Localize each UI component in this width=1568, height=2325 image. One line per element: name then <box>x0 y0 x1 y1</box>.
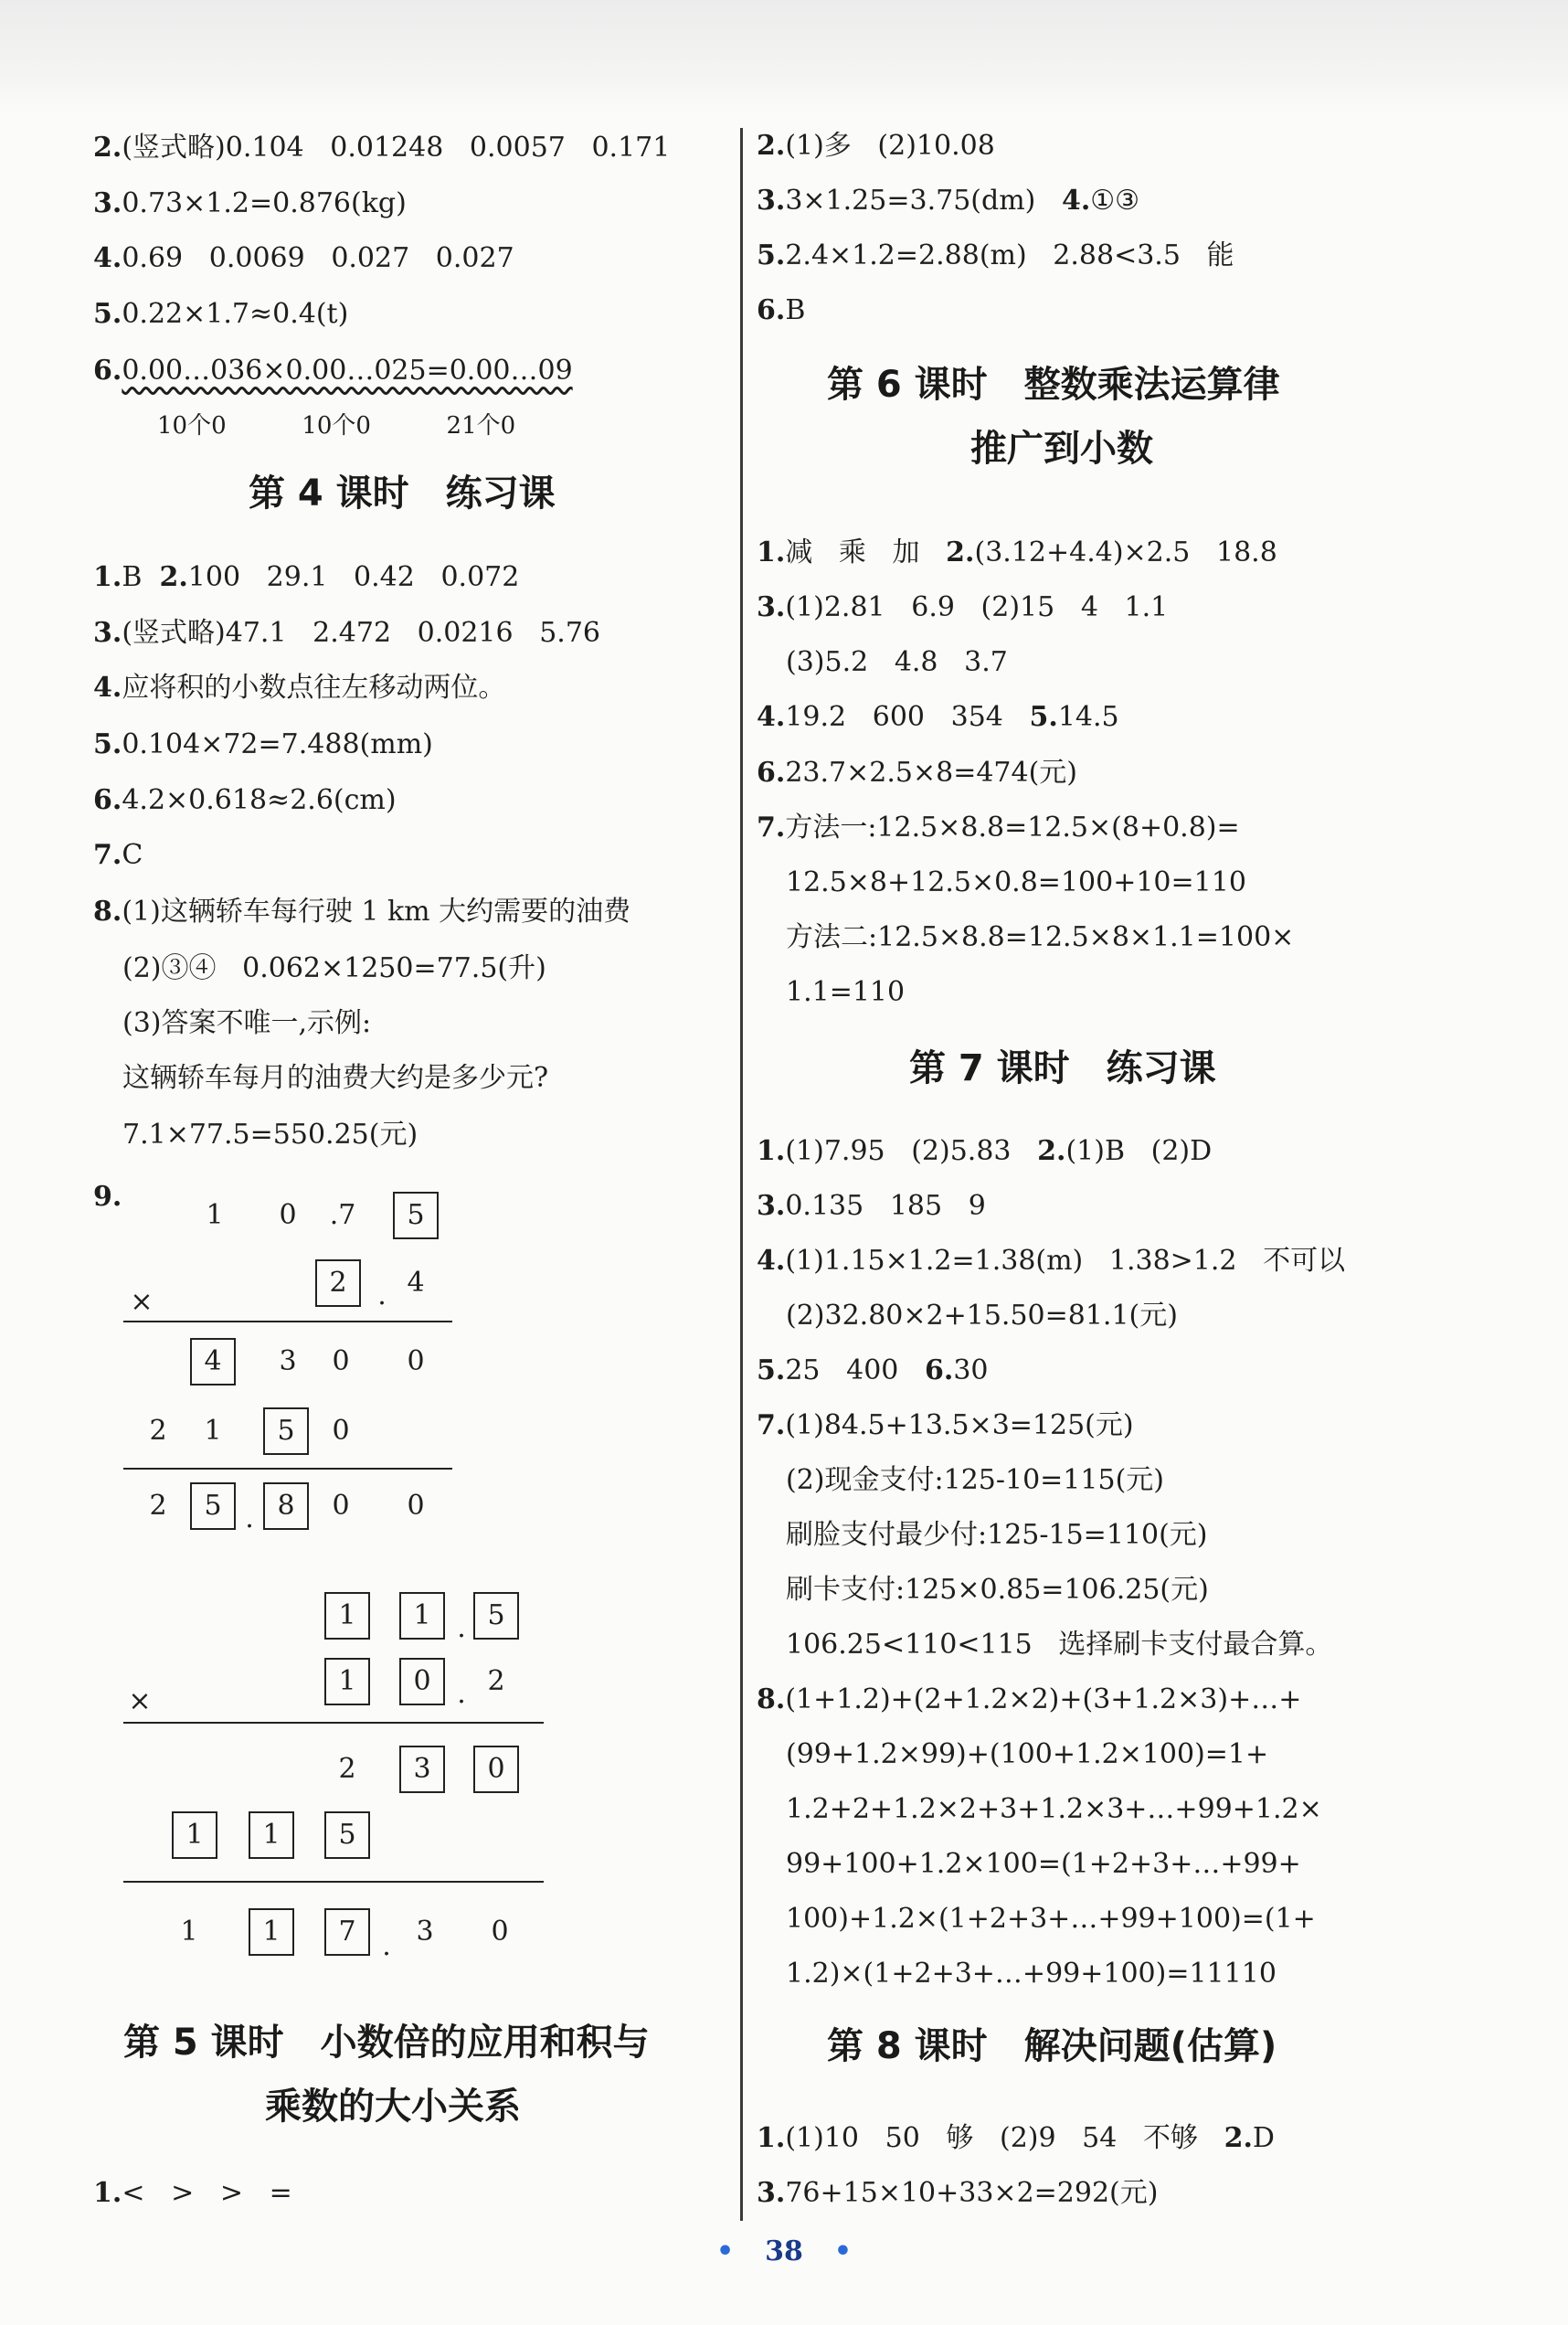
question-number: 2. <box>1037 1135 1066 1167</box>
calc2-digit: 1 <box>262 1916 281 1948</box>
answer-text: D <box>1252 2122 1275 2154</box>
calc1-digit: 5 <box>407 1199 425 1231</box>
answer-line <box>757 1243 1345 1279</box>
answer-line <box>757 1133 1212 1170</box>
calc1-digit: . <box>245 1502 254 1534</box>
answer-text: B <box>785 294 806 326</box>
heading-lesson-6-line1: 第 6 课时 整数乘法运算律 <box>827 364 1280 406</box>
answer-line <box>757 183 1139 219</box>
question-number: 2. <box>159 561 188 593</box>
calc2-digit: 2 <box>338 1753 356 1785</box>
calc2-digit: 5 <box>487 1599 505 1631</box>
question-number: 2. <box>1224 2122 1253 2154</box>
question-number: 1. <box>757 2122 786 2154</box>
answer-text: 1.2+2+1.2×2+3+1.2×3+…+99+1.2× <box>786 1793 1322 1825</box>
calc1-digit: 1 <box>204 1415 222 1447</box>
answer-text: (2)③④ 0.062×1250=77.5(升) <box>122 952 546 984</box>
answer-line <box>786 865 1246 901</box>
answer-text: 0.69 0.0069 0.027 0.027 <box>122 242 514 274</box>
answer-line <box>93 186 407 222</box>
answer-line <box>93 727 433 763</box>
calc1-digit: 2 <box>149 1415 167 1447</box>
answer-line <box>757 292 805 329</box>
calc2-digit: 1 <box>338 1665 356 1697</box>
calc1-digit: 0 <box>407 1490 425 1522</box>
calc-line <box>123 1881 544 1883</box>
answer-text: 19.2 600 354 <box>785 701 1030 733</box>
answer-line <box>93 670 505 706</box>
answer-text: < > > = <box>122 2177 292 2209</box>
answer-text: 1.1=110 <box>786 976 906 1008</box>
calc1-digit: 1 <box>206 1199 224 1231</box>
answer-line <box>757 699 1119 736</box>
answer-line <box>93 2175 292 2212</box>
answer-text: 10个0 10个0 21个0 <box>157 412 516 440</box>
answer-line <box>786 1298 1178 1334</box>
question-number: 3. <box>757 2177 786 2209</box>
answer-text: 3×1.25=3.75(dm) <box>785 185 1062 217</box>
answer-line <box>93 837 143 874</box>
answer-text: (2)32.80×2+15.50=81.1(元) <box>786 1300 1178 1332</box>
heading-lesson-7: 第 7 课时 练习课 <box>909 1047 1216 1089</box>
calc2-digit: 5 <box>338 1819 356 1851</box>
answer-line <box>122 950 546 987</box>
answer-text: 0.00…036×0.00…025=0.00…09 <box>122 355 573 387</box>
answer-line <box>757 1407 1134 1444</box>
answer-text: 23.7×2.5×8=474(元) <box>785 757 1078 789</box>
answer-text: 0.22×1.7≈0.4(t) <box>122 298 349 330</box>
answer-text: 14.5 <box>1057 701 1119 733</box>
answer-line <box>786 1462 1164 1499</box>
calc1-digit: 0 <box>279 1199 297 1231</box>
answer-line <box>93 296 348 333</box>
column-divider <box>740 128 743 2221</box>
question-number: 5. <box>1029 701 1058 733</box>
answer-text: 刷卡支付:125×0.85=106.25(元) <box>786 1574 1209 1606</box>
question-number: 3. <box>93 187 122 219</box>
bullet-icon: • <box>715 2235 735 2267</box>
calc2-digit: 1 <box>413 1599 431 1631</box>
question-number: 6. <box>924 1354 954 1386</box>
question-number: 3. <box>757 591 786 623</box>
calc1-digit: 2 <box>329 1267 347 1299</box>
answer-text: 30 <box>953 1354 989 1386</box>
calc2-digit: 0 <box>491 1916 509 1948</box>
answer-text: 0.104×72=7.488(mm) <box>122 728 433 760</box>
answer-line <box>122 1005 371 1042</box>
answer-text: B <box>122 561 160 593</box>
question-number: 6. <box>93 784 122 816</box>
question-number: 3. <box>757 1190 786 1222</box>
calc1-digit: 0 <box>332 1415 350 1447</box>
question-number: 6. <box>757 757 786 789</box>
answer-text: 方法二:12.5×8.8=12.5×8×1.1=100× <box>786 921 1295 953</box>
question-number: 6. <box>757 294 786 326</box>
answer-text: 100)+1.2×(1+2+3+…+99+100)=(1+ <box>786 1903 1316 1935</box>
answer-text: 1.2)×(1+2+3+…+99+100)=11110 <box>786 1958 1277 1990</box>
answer-text: (1)10 50 够 (2)9 54 不够 <box>785 2122 1224 2154</box>
heading-lesson-5-line1: 第 5 课时 小数倍的应用和积与 <box>123 2022 650 2064</box>
answer-line <box>786 1901 1316 1938</box>
answer-line <box>757 535 1277 571</box>
heading-lesson-4: 第 4 课时 练习课 <box>249 472 556 515</box>
bullet-icon: • <box>833 2235 853 2267</box>
answer-text: 4.2×0.618≈2.6(cm) <box>122 784 397 816</box>
answer-line <box>93 782 397 819</box>
calc-line <box>123 1321 452 1322</box>
calc2-digit: 7 <box>338 1916 356 1948</box>
answer-line <box>757 1353 989 1389</box>
answer-text: 7.1×77.5=550.25(元) <box>122 1119 418 1151</box>
answer-text: (1)7.95 (2)5.83 <box>785 1135 1038 1167</box>
heading-lesson-6-line2: 推广到小数 <box>970 428 1153 470</box>
answer-text: 25 400 <box>785 1354 925 1386</box>
question-number: 5. <box>757 239 786 271</box>
calc2-digit: 0 <box>413 1665 431 1697</box>
question-number: 1. <box>757 1135 786 1167</box>
question-number: 2. <box>757 130 786 162</box>
answer-text: (3)5.2 4.8 3.7 <box>786 646 1008 678</box>
answer-text: (3)答案不唯一,示例: <box>122 1007 372 1039</box>
answer-text: 0.73×1.2=0.876(kg) <box>122 187 407 219</box>
calc-line <box>123 1722 544 1724</box>
calc2-digit: 1 <box>338 1599 356 1631</box>
heading-lesson-5-line2: 乘数的大小关系 <box>265 2086 521 2128</box>
calc2-digit: 1 <box>180 1916 198 1948</box>
answer-line <box>122 1117 418 1153</box>
question-number: 4. <box>757 701 786 733</box>
answer-line <box>122 1060 548 1097</box>
answer-text: (竖式略)47.1 2.472 0.0216 5.76 <box>122 617 601 649</box>
answer-text: 应将积的小数点往左移动两位。 <box>122 672 506 704</box>
answer-text: 106.25<110<115 选择刷卡支付最合算。 <box>786 1629 1333 1661</box>
calc1-digit: 5 <box>277 1415 295 1447</box>
answer-line <box>93 615 600 652</box>
calc1-digit: 4 <box>204 1345 222 1377</box>
answer-text: ①③ <box>1090 185 1140 217</box>
question-number: 2. <box>93 132 122 164</box>
answer-text: 这辆轿车每月的油费大约是多少元? <box>122 1062 549 1094</box>
answer-line <box>93 130 670 166</box>
question-number: 4. <box>757 1245 786 1277</box>
calc1-digit: .7 <box>329 1199 356 1231</box>
calc2-digit: 2 <box>487 1665 505 1697</box>
answer-line <box>93 353 573 389</box>
question-number: 8. <box>93 896 122 928</box>
answer-text: (1)B (2)D <box>1065 1135 1213 1167</box>
question-number: 1. <box>93 2177 122 2209</box>
answer-line <box>757 2175 1158 2212</box>
answer-text: 99+100+1.2×100=(1+2+3+…+99+ <box>786 1848 1301 1880</box>
question-number: 7. <box>757 812 786 844</box>
calc1-digit: 3 <box>279 1345 297 1377</box>
answer-text: (99+1.2×99)+(100+1.2×100)=1+ <box>786 1738 1269 1770</box>
question-number: 7. <box>757 1409 786 1441</box>
calc1-digit: 4 <box>407 1267 425 1299</box>
answer-line <box>757 128 995 165</box>
calc1-digit: 5 <box>204 1490 222 1522</box>
question-number: 4. <box>93 672 122 704</box>
calc2-digit: . <box>457 1678 466 1710</box>
answer-line <box>786 1627 1332 1663</box>
answer-text: 方法一:12.5×8.8=12.5×(8+0.8)= <box>785 812 1240 844</box>
answer-text: 减 乘 加 <box>785 536 947 568</box>
answer-line <box>786 1572 1209 1608</box>
question-number: 5. <box>93 728 122 760</box>
calc2-digit: 1 <box>262 1819 281 1851</box>
question-number: 7. <box>93 839 122 871</box>
answer-line <box>93 240 514 277</box>
answer-line <box>786 644 1008 681</box>
answer-text: 76+15×10+33×2=292(元) <box>785 2177 1159 2209</box>
question-number: 4. <box>1061 185 1091 217</box>
answer-line <box>757 238 1234 274</box>
calc2-digit: 0 <box>487 1753 505 1785</box>
answer-text: 0.135 185 9 <box>785 1190 986 1222</box>
answer-text: (1)这辆轿车每行驶 1 km 大约需要的油费 <box>122 896 631 928</box>
question-number: 2. <box>946 536 975 568</box>
top-scan-band <box>0 0 1568 114</box>
answer-line <box>786 1791 1322 1828</box>
calc2-digit: 3 <box>413 1753 431 1785</box>
question-number: 5. <box>93 298 122 330</box>
answer-line <box>757 755 1077 791</box>
answer-line <box>757 1682 1301 1718</box>
question-number: 3. <box>93 617 122 649</box>
answer-line <box>786 919 1294 956</box>
question-number: 1. <box>757 536 786 568</box>
calc1-digit: 0 <box>332 1490 350 1522</box>
calc1-digit: 8 <box>277 1490 295 1522</box>
answer-line <box>157 408 515 444</box>
answer-line <box>93 894 630 930</box>
times-sign: × <box>128 1685 152 1717</box>
answer-text: 刷脸支付最少付:125-15=110(元) <box>786 1519 1208 1551</box>
calc2-digit: . <box>382 1930 391 1962</box>
question-number: 1. <box>93 561 122 593</box>
question-number: 8. <box>757 1683 786 1715</box>
answer-line <box>757 810 1240 846</box>
answer-line <box>757 2120 1275 2157</box>
page-footer <box>0 2235 1568 2267</box>
answer-text: (1+1.2)+(2+1.2×2)+(3+1.2×3)+…+ <box>785 1683 1302 1715</box>
answer-text: (1)2.81 6.9 (2)15 4 1.1 <box>785 591 1169 623</box>
answer-text: (3.12+4.4)×2.5 18.8 <box>974 536 1277 568</box>
answer-text: (1)1.15×1.2=1.38(m) 1.38>1.2 不可以 <box>785 1245 1346 1277</box>
question-number: 5. <box>757 1354 786 1386</box>
answer-line <box>757 1188 986 1225</box>
answer-line <box>786 974 905 1011</box>
answer-line <box>786 1736 1268 1773</box>
question-number: 3. <box>757 185 786 217</box>
answer-text: 12.5×8+12.5×0.8=100+10=110 <box>786 866 1246 898</box>
answer-line <box>786 1846 1301 1883</box>
question-9-number: 9. <box>93 1181 122 1213</box>
answer-text: (1)多 (2)10.08 <box>785 130 995 162</box>
calc-line <box>123 1468 452 1470</box>
answer-line <box>93 559 519 596</box>
calc2-digit: 3 <box>416 1916 434 1948</box>
calc1-digit: . <box>377 1279 387 1311</box>
answer-text: 2.4×1.2=2.88(m) 2.88<3.5 能 <box>785 239 1234 271</box>
answer-line <box>757 589 1168 626</box>
answer-text: C <box>122 839 143 871</box>
calc1-digit: 2 <box>149 1490 167 1522</box>
heading-lesson-8: 第 8 课时 解决问题(估算) <box>827 2025 1277 2067</box>
calc2-digit: . <box>457 1612 466 1644</box>
answer-line <box>786 1517 1207 1554</box>
calc1-digit: 0 <box>407 1345 425 1377</box>
question-number: 6. <box>93 355 122 387</box>
page-number: 38 <box>765 2235 803 2267</box>
answer-text: (1)84.5+13.5×3=125(元) <box>785 1409 1134 1441</box>
calc1-digit: 0 <box>332 1345 350 1377</box>
answer-text: (2)现金支付:125-10=115(元) <box>786 1464 1164 1496</box>
answer-line <box>786 1956 1277 1992</box>
question-number: 4. <box>93 242 122 274</box>
answer-text: (竖式略)0.104 0.01248 0.0057 0.171 <box>122 132 671 164</box>
calc2-digit: 1 <box>185 1819 204 1851</box>
times-sign: × <box>130 1286 154 1318</box>
answer-text: 100 29.1 0.42 0.072 <box>187 561 520 593</box>
